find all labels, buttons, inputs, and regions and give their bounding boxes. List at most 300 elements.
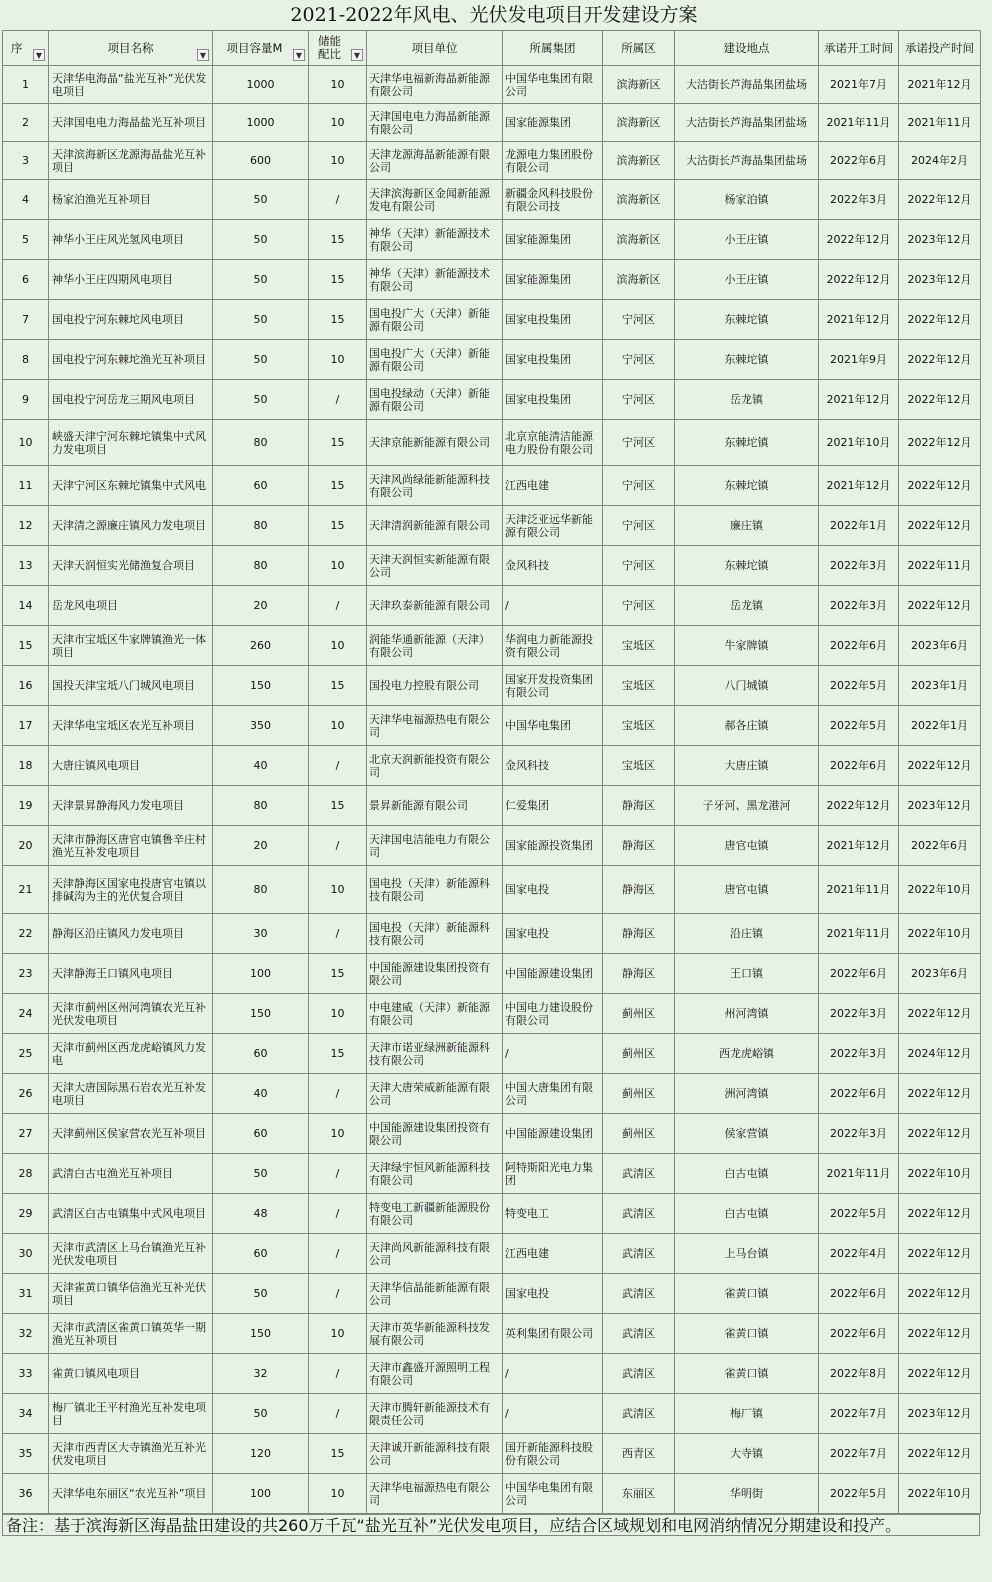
cell-location[interactable]: 唐官屯镇 — [675, 826, 819, 866]
cell-unit[interactable]: 国电投广大（天津）新能源有限公司 — [367, 340, 503, 380]
cell-district[interactable]: 蓟州区 — [603, 994, 675, 1034]
cell-seq[interactable]: 24 — [3, 994, 49, 1034]
cell-start[interactable]: 2022年6月 — [819, 746, 899, 786]
cell-capacity[interactable]: 50 — [213, 1154, 309, 1194]
cell-capacity[interactable]: 50 — [213, 340, 309, 380]
cell-capacity[interactable]: 50 — [213, 1394, 309, 1434]
cell-unit[interactable]: 天津华电福源热电有限公司 — [367, 706, 503, 746]
cell-start[interactable]: 2022年7月 — [819, 1394, 899, 1434]
cell-seq[interactable]: 25 — [3, 1034, 49, 1074]
cell-name[interactable]: 天津市静海区唐官屯镇鲁辛庄村渔光互补发电项目 — [49, 826, 213, 866]
cell-district[interactable]: 滨海新区 — [603, 220, 675, 260]
cell-seq[interactable]: 9 — [3, 380, 49, 420]
cell-name[interactable]: 雀黄口镇风电项目 — [49, 1354, 213, 1394]
cell-storage[interactable]: 15 — [309, 1034, 367, 1074]
cell-group[interactable]: 中国能源建设集团 — [503, 954, 603, 994]
cell-seq[interactable]: 34 — [3, 1394, 49, 1434]
cell-production[interactable]: 2022年6月 — [899, 826, 981, 866]
cell-capacity[interactable]: 60 — [213, 466, 309, 506]
cell-district[interactable]: 蓟州区 — [603, 1034, 675, 1074]
cell-location[interactable]: 梅厂镇 — [675, 1394, 819, 1434]
cell-name[interactable]: 天津静海王口镇风电项目 — [49, 954, 213, 994]
cell-capacity[interactable]: 50 — [213, 300, 309, 340]
cell-seq[interactable]: 1 — [3, 66, 49, 104]
cell-storage[interactable]: 15 — [309, 220, 367, 260]
cell-group[interactable]: 新疆金风科技股份有限公司技 — [503, 180, 603, 220]
cell-name[interactable]: 天津市武清区上马台镇渔光互补光伏发电项目 — [49, 1234, 213, 1274]
cell-storage[interactable]: 10 — [309, 1314, 367, 1354]
cell-unit[interactable]: 天津大唐荣威新能源有限公司 — [367, 1074, 503, 1114]
cell-district[interactable]: 宁河区 — [603, 340, 675, 380]
cell-location[interactable]: 大唐庄镇 — [675, 746, 819, 786]
cell-capacity[interactable]: 80 — [213, 866, 309, 914]
cell-capacity[interactable]: 32 — [213, 1354, 309, 1394]
cell-name[interactable]: 天津国电电力海晶盐光互补项目 — [49, 104, 213, 142]
cell-district[interactable]: 滨海新区 — [603, 180, 675, 220]
cell-capacity[interactable]: 50 — [213, 1274, 309, 1314]
cell-location[interactable]: 雀黄口镇 — [675, 1314, 819, 1354]
cell-storage[interactable]: / — [309, 1154, 367, 1194]
cell-unit[interactable]: 天津市英华新能源科技发展有限公司 — [367, 1314, 503, 1354]
cell-district[interactable]: 静海区 — [603, 914, 675, 954]
cell-name[interactable]: 峡盛天津宁河东棘坨镇集中式风力发电项目 — [49, 420, 213, 466]
cell-start[interactable]: 2022年5月 — [819, 706, 899, 746]
cell-seq[interactable]: 5 — [3, 220, 49, 260]
cell-unit[interactable]: 国投电力控股有限公司 — [367, 666, 503, 706]
cell-name[interactable]: 国电投宁河东棘坨渔光互补项目 — [49, 340, 213, 380]
cell-storage[interactable]: 10 — [309, 866, 367, 914]
cell-capacity[interactable]: 40 — [213, 1074, 309, 1114]
cell-group[interactable]: / — [503, 1394, 603, 1434]
cell-production[interactable]: 2021年11月 — [899, 104, 981, 142]
cell-group[interactable]: 阿特斯阳光电力集团 — [503, 1154, 603, 1194]
cell-location[interactable]: 雀黄口镇 — [675, 1354, 819, 1394]
cell-capacity[interactable]: 120 — [213, 1434, 309, 1474]
cell-start[interactable]: 2021年12月 — [819, 380, 899, 420]
cell-unit[interactable]: 天津尚风新能源科技有限公司 — [367, 1234, 503, 1274]
cell-district[interactable]: 宁河区 — [603, 380, 675, 420]
cell-capacity[interactable]: 20 — [213, 826, 309, 866]
cell-location[interactable]: 唐官屯镇 — [675, 866, 819, 914]
cell-production[interactable]: 2022年12月 — [899, 340, 981, 380]
cell-location[interactable]: 大寺镇 — [675, 1434, 819, 1474]
cell-name[interactable]: 天津市蓟州区西龙虎峪镇风力发电 — [49, 1034, 213, 1074]
cell-location[interactable]: 东棘坨镇 — [675, 546, 819, 586]
cell-production[interactable]: 2022年11月 — [899, 546, 981, 586]
cell-storage[interactable]: 15 — [309, 506, 367, 546]
cell-storage[interactable]: 10 — [309, 1114, 367, 1154]
cell-production[interactable]: 2022年10月 — [899, 914, 981, 954]
cell-start[interactable]: 2021年12月 — [819, 466, 899, 506]
cell-production[interactable]: 2023年12月 — [899, 260, 981, 300]
cell-district[interactable]: 武清区 — [603, 1194, 675, 1234]
cell-location[interactable]: 华明街 — [675, 1474, 819, 1514]
cell-location[interactable]: 东棘坨镇 — [675, 466, 819, 506]
cell-district[interactable]: 武清区 — [603, 1314, 675, 1354]
cell-storage[interactable]: 15 — [309, 420, 367, 466]
cell-production[interactable]: 2022年12月 — [899, 300, 981, 340]
cell-group[interactable]: 华润电力新能源投资有限公司 — [503, 626, 603, 666]
cell-production[interactable]: 2021年12月 — [899, 66, 981, 104]
cell-production[interactable]: 2022年12月 — [899, 994, 981, 1034]
cell-unit[interactable]: 天津京能新能源有限公司 — [367, 420, 503, 466]
cell-start[interactable]: 2021年9月 — [819, 340, 899, 380]
cell-production[interactable]: 2022年12月 — [899, 506, 981, 546]
cell-unit[interactable]: 润能华通新能源（天津）有限公司 — [367, 626, 503, 666]
cell-district[interactable]: 宁河区 — [603, 300, 675, 340]
filter-dropdown-icon[interactable]: ▼ — [197, 49, 209, 61]
cell-production[interactable]: 2022年12月 — [899, 1114, 981, 1154]
cell-name[interactable]: 天津市西青区大寺镇渔光互补光伏发电项目 — [49, 1434, 213, 1474]
cell-seq[interactable]: 26 — [3, 1074, 49, 1114]
cell-storage[interactable]: / — [309, 1234, 367, 1274]
cell-production[interactable]: 2023年6月 — [899, 954, 981, 994]
cell-seq[interactable]: 11 — [3, 466, 49, 506]
cell-location[interactable]: 牛家牌镇 — [675, 626, 819, 666]
cell-seq[interactable]: 19 — [3, 786, 49, 826]
cell-name[interactable]: 天津市宝坻区牛家牌镇渔光一体项目 — [49, 626, 213, 666]
cell-start[interactable]: 2022年12月 — [819, 786, 899, 826]
cell-district[interactable]: 滨海新区 — [603, 104, 675, 142]
cell-district[interactable]: 蓟州区 — [603, 1114, 675, 1154]
header-capacity[interactable]: 项目容量M ▼ — [213, 31, 309, 66]
cell-unit[interactable]: 国电投（天津）新能源科技有限公司 — [367, 914, 503, 954]
cell-unit[interactable]: 神华（天津）新能源技术有限公司 — [367, 260, 503, 300]
cell-start[interactable]: 2022年6月 — [819, 954, 899, 994]
cell-storage[interactable]: 15 — [309, 666, 367, 706]
cell-group[interactable]: 国家能源集团 — [503, 260, 603, 300]
filter-dropdown-icon[interactable]: ▼ — [293, 49, 305, 61]
cell-name[interactable]: 天津雀黄口镇华信渔光互补光伏项目 — [49, 1274, 213, 1314]
cell-storage[interactable]: 15 — [309, 1434, 367, 1474]
cell-seq[interactable]: 28 — [3, 1154, 49, 1194]
cell-capacity[interactable]: 1000 — [213, 104, 309, 142]
cell-storage[interactable]: / — [309, 1074, 367, 1114]
cell-capacity[interactable]: 50 — [213, 260, 309, 300]
cell-production[interactable]: 2024年12月 — [899, 1034, 981, 1074]
cell-capacity[interactable]: 50 — [213, 180, 309, 220]
cell-group[interactable]: 国家能源集团 — [503, 220, 603, 260]
cell-name[interactable]: 大唐庄镇风电项目 — [49, 746, 213, 786]
cell-unit[interactable]: 天津华信晶能新能源有限公司 — [367, 1274, 503, 1314]
cell-seq[interactable]: 33 — [3, 1354, 49, 1394]
cell-storage[interactable]: 10 — [309, 706, 367, 746]
cell-seq[interactable]: 23 — [3, 954, 49, 994]
cell-name[interactable]: 武清白古屯渔光互补项目 — [49, 1154, 213, 1194]
cell-seq[interactable]: 16 — [3, 666, 49, 706]
cell-group[interactable]: 江西电建 — [503, 466, 603, 506]
cell-district[interactable]: 宁河区 — [603, 420, 675, 466]
cell-storage[interactable]: / — [309, 1274, 367, 1314]
cell-storage[interactable]: / — [309, 1394, 367, 1434]
cell-name[interactable]: 天津静海区国家电投唐官屯镇以排碱沟为主的光伏复合项目 — [49, 866, 213, 914]
cell-group[interactable]: 龙源电力集团股份有限公司 — [503, 142, 603, 180]
cell-group[interactable]: 国家能源集团 — [503, 104, 603, 142]
cell-capacity[interactable]: 260 — [213, 626, 309, 666]
cell-unit[interactable]: 天津市腾轩新能源技术有限责任公司 — [367, 1394, 503, 1434]
cell-unit[interactable]: 中电建威（天津）新能源有限公司 — [367, 994, 503, 1034]
cell-start[interactable]: 2021年11月 — [819, 914, 899, 954]
cell-capacity[interactable]: 48 — [213, 1194, 309, 1234]
cell-name[interactable]: 国电投宁河东棘坨风电项目 — [49, 300, 213, 340]
cell-location[interactable]: 白古屯镇 — [675, 1154, 819, 1194]
cell-capacity[interactable]: 80 — [213, 786, 309, 826]
cell-start[interactable]: 2022年5月 — [819, 666, 899, 706]
cell-storage[interactable]: / — [309, 914, 367, 954]
cell-start[interactable]: 2022年3月 — [819, 180, 899, 220]
cell-capacity[interactable]: 1000 — [213, 66, 309, 104]
cell-production[interactable]: 2022年12月 — [899, 1314, 981, 1354]
cell-unit[interactable]: 天津诚开新能源科技有限公司 — [367, 1434, 503, 1474]
cell-unit[interactable]: 神华（天津）新能源技术有限公司 — [367, 220, 503, 260]
cell-name[interactable]: 天津景昇静海风力发电项目 — [49, 786, 213, 826]
cell-storage[interactable]: 10 — [309, 340, 367, 380]
cell-name[interactable]: 天津市武清区雀黄口镇英华一期渔光互补项目 — [49, 1314, 213, 1354]
cell-district[interactable]: 东丽区 — [603, 1474, 675, 1514]
cell-name[interactable]: 天津蓟州区侯家营农光互补项目 — [49, 1114, 213, 1154]
cell-storage[interactable]: 15 — [309, 786, 367, 826]
cell-district[interactable]: 宝坻区 — [603, 746, 675, 786]
cell-group[interactable]: 国家电投 — [503, 914, 603, 954]
cell-storage[interactable]: 15 — [309, 300, 367, 340]
cell-unit[interactable]: 中国能源建设集团投资有限公司 — [367, 1114, 503, 1154]
cell-location[interactable]: 洲河湾镇 — [675, 1074, 819, 1114]
cell-location[interactable]: 岳龙镇 — [675, 586, 819, 626]
cell-seq[interactable]: 21 — [3, 866, 49, 914]
cell-location[interactable]: 小王庄镇 — [675, 220, 819, 260]
cell-district[interactable]: 滨海新区 — [603, 260, 675, 300]
cell-unit[interactable]: 北京天润新能投资有限公司 — [367, 746, 503, 786]
cell-capacity[interactable]: 50 — [213, 220, 309, 260]
cell-seq[interactable]: 3 — [3, 142, 49, 180]
cell-capacity[interactable]: 60 — [213, 1234, 309, 1274]
cell-name[interactable]: 静海区沿庄镇风力发电项目 — [49, 914, 213, 954]
cell-storage[interactable]: 15 — [309, 466, 367, 506]
cell-location[interactable]: 大沽街长芦海晶集团盐场 — [675, 142, 819, 180]
cell-unit[interactable]: 中国能源建设集团投资有限公司 — [367, 954, 503, 994]
cell-seq[interactable]: 4 — [3, 180, 49, 220]
cell-district[interactable]: 宁河区 — [603, 546, 675, 586]
cell-start[interactable]: 2022年6月 — [819, 626, 899, 666]
cell-group[interactable]: 中国华电集团 — [503, 706, 603, 746]
cell-group[interactable]: 中国能源建设集团 — [503, 1114, 603, 1154]
cell-name[interactable]: 神华小王庄风光氢风电项目 — [49, 220, 213, 260]
cell-district[interactable]: 武清区 — [603, 1354, 675, 1394]
cell-name[interactable]: 天津天润恒实光储渔复合项目 — [49, 546, 213, 586]
cell-seq[interactable]: 20 — [3, 826, 49, 866]
cell-name[interactable]: 天津华电宝坻区农光互补项目 — [49, 706, 213, 746]
cell-capacity[interactable]: 60 — [213, 1114, 309, 1154]
filter-dropdown-icon[interactable]: ▼ — [33, 49, 45, 61]
cell-unit[interactable]: 天津市诺亚绿洲新能源科技有限公司 — [367, 1034, 503, 1074]
cell-start[interactable]: 2022年3月 — [819, 1034, 899, 1074]
cell-location[interactable]: 雀黄口镇 — [675, 1274, 819, 1314]
cell-group[interactable]: 国家开发投资集团有限公司 — [503, 666, 603, 706]
cell-group[interactable]: 国家能源投资集团 — [503, 826, 603, 866]
cell-storage[interactable]: 10 — [309, 994, 367, 1034]
cell-production[interactable]: 2022年12月 — [899, 380, 981, 420]
cell-storage[interactable]: / — [309, 1354, 367, 1394]
cell-seq[interactable]: 8 — [3, 340, 49, 380]
cell-seq[interactable]: 35 — [3, 1434, 49, 1474]
cell-start[interactable]: 2021年11月 — [819, 104, 899, 142]
cell-storage[interactable]: 10 — [309, 546, 367, 586]
cell-storage[interactable]: 10 — [309, 1474, 367, 1514]
cell-location[interactable]: 州河湾镇 — [675, 994, 819, 1034]
cell-unit[interactable]: 景昇新能源有限公司 — [367, 786, 503, 826]
cell-production[interactable]: 2022年12月 — [899, 746, 981, 786]
cell-capacity[interactable]: 150 — [213, 666, 309, 706]
cell-district[interactable]: 宝坻区 — [603, 706, 675, 746]
cell-seq[interactable]: 7 — [3, 300, 49, 340]
cell-name[interactable]: 杨家泊渔光互补项目 — [49, 180, 213, 220]
cell-location[interactable]: 岳龙镇 — [675, 380, 819, 420]
cell-name[interactable]: 国投天津宝坻八门城风电项目 — [49, 666, 213, 706]
cell-production[interactable]: 2023年12月 — [899, 220, 981, 260]
cell-district[interactable]: 宁河区 — [603, 586, 675, 626]
cell-group[interactable]: 国家电投 — [503, 866, 603, 914]
cell-location[interactable]: 杨家泊镇 — [675, 180, 819, 220]
cell-location[interactable]: 大沽街长芦海晶集团盐场 — [675, 104, 819, 142]
cell-storage[interactable]: 15 — [309, 260, 367, 300]
cell-seq[interactable]: 36 — [3, 1474, 49, 1514]
cell-seq[interactable]: 32 — [3, 1314, 49, 1354]
cell-start[interactable]: 2021年10月 — [819, 420, 899, 466]
cell-location[interactable]: 大沽街长芦海晶集团盐场 — [675, 66, 819, 104]
cell-start[interactable]: 2022年5月 — [819, 1474, 899, 1514]
cell-seq[interactable]: 30 — [3, 1234, 49, 1274]
cell-capacity[interactable]: 80 — [213, 506, 309, 546]
cell-district[interactable]: 滨海新区 — [603, 66, 675, 104]
cell-production[interactable]: 2024年2月 — [899, 142, 981, 180]
cell-capacity[interactable]: 150 — [213, 1314, 309, 1354]
cell-unit[interactable]: 天津风尚绿能新能源科技有限公司 — [367, 466, 503, 506]
cell-location[interactable]: 东棘坨镇 — [675, 420, 819, 466]
cell-seq[interactable]: 10 — [3, 420, 49, 466]
header-name[interactable]: 项目名称 ▼ — [49, 31, 213, 66]
cell-production[interactable]: 2022年12月 — [899, 1274, 981, 1314]
cell-unit[interactable]: 天津玖泰新能源有限公司 — [367, 586, 503, 626]
cell-district[interactable]: 西青区 — [603, 1434, 675, 1474]
cell-storage[interactable]: / — [309, 746, 367, 786]
cell-district[interactable]: 滨海新区 — [603, 142, 675, 180]
cell-group[interactable]: / — [503, 586, 603, 626]
cell-name[interactable]: 神华小王庄四期风电项目 — [49, 260, 213, 300]
cell-production[interactable]: 2022年12月 — [899, 1194, 981, 1234]
filter-dropdown-icon[interactable]: ▼ — [351, 49, 363, 61]
cell-group[interactable]: 中国华电集团有限公司 — [503, 1474, 603, 1514]
cell-capacity[interactable]: 30 — [213, 914, 309, 954]
cell-start[interactable]: 2022年8月 — [819, 1354, 899, 1394]
cell-group[interactable]: 北京京能清洁能源电力股份有限公司 — [503, 420, 603, 466]
cell-production[interactable]: 2023年12月 — [899, 1394, 981, 1434]
cell-name[interactable]: 天津华电东丽区“农光互补”项目 — [49, 1474, 213, 1514]
cell-group[interactable]: / — [503, 1034, 603, 1074]
cell-name[interactable]: 天津大唐国际黑石岩农光互补发电项目 — [49, 1074, 213, 1114]
cell-capacity[interactable]: 100 — [213, 1474, 309, 1514]
header-storage[interactable]: 储能配比 ▼ — [309, 31, 367, 66]
cell-seq[interactable]: 15 — [3, 626, 49, 666]
cell-capacity[interactable]: 20 — [213, 586, 309, 626]
cell-storage[interactable]: / — [309, 586, 367, 626]
cell-group[interactable]: 国家电投集团 — [503, 380, 603, 420]
cell-unit[interactable]: 天津滨海新区金闻新能源发电有限公司 — [367, 180, 503, 220]
cell-location[interactable]: 沿庄镇 — [675, 914, 819, 954]
cell-production[interactable]: 2022年10月 — [899, 1474, 981, 1514]
cell-seq[interactable]: 22 — [3, 914, 49, 954]
cell-district[interactable]: 静海区 — [603, 866, 675, 914]
cell-district[interactable]: 蓟州区 — [603, 1074, 675, 1114]
cell-name[interactable]: 武清区白古屯镇集中式风电项目 — [49, 1194, 213, 1234]
cell-production[interactable]: 2022年12月 — [899, 420, 981, 466]
cell-seq[interactable]: 17 — [3, 706, 49, 746]
cell-start[interactable]: 2022年3月 — [819, 586, 899, 626]
cell-capacity[interactable]: 60 — [213, 1034, 309, 1074]
cell-name[interactable]: 天津宁河区东棘坨镇集中式风电 — [49, 466, 213, 506]
cell-unit[interactable]: 天津绿宇恒风新能源科技有限公司 — [367, 1154, 503, 1194]
cell-group[interactable]: 金风科技 — [503, 746, 603, 786]
cell-location[interactable]: 白古屯镇 — [675, 1194, 819, 1234]
cell-start[interactable]: 2021年12月 — [819, 826, 899, 866]
cell-location[interactable]: 廉庄镇 — [675, 506, 819, 546]
cell-start[interactable]: 2022年3月 — [819, 1114, 899, 1154]
cell-name[interactable]: 梅厂镇北王平村渔光互补发电项目 — [49, 1394, 213, 1434]
cell-unit[interactable]: 天津国电洁能电力有限公司 — [367, 826, 503, 866]
cell-start[interactable]: 2021年7月 — [819, 66, 899, 104]
cell-district[interactable]: 武清区 — [603, 1154, 675, 1194]
cell-name[interactable]: 天津清之源廉庄镇风力发电项目 — [49, 506, 213, 546]
cell-location[interactable]: 王口镇 — [675, 954, 819, 994]
cell-start[interactable]: 2022年5月 — [819, 1194, 899, 1234]
cell-group[interactable]: 英利集团有限公司 — [503, 1314, 603, 1354]
cell-seq[interactable]: 13 — [3, 546, 49, 586]
cell-seq[interactable]: 18 — [3, 746, 49, 786]
cell-production[interactable]: 2023年12月 — [899, 786, 981, 826]
cell-unit[interactable]: 天津华电福源热电有限公司 — [367, 1474, 503, 1514]
cell-production[interactable]: 2023年1月 — [899, 666, 981, 706]
cell-group[interactable]: 金风科技 — [503, 546, 603, 586]
cell-location[interactable]: 上马台镇 — [675, 1234, 819, 1274]
cell-group[interactable]: 国开新能源科技股份有限公司 — [503, 1434, 603, 1474]
cell-unit[interactable]: 天津国电电力海晶新能源有限公司 — [367, 104, 503, 142]
cell-start[interactable]: 2022年3月 — [819, 546, 899, 586]
cell-storage[interactable]: / — [309, 1194, 367, 1234]
cell-district[interactable]: 宝坻区 — [603, 666, 675, 706]
cell-production[interactable]: 2022年12月 — [899, 180, 981, 220]
cell-group[interactable]: 国家电投集团 — [503, 300, 603, 340]
cell-production[interactable]: 2022年12月 — [899, 1354, 981, 1394]
cell-production[interactable]: 2022年1月 — [899, 706, 981, 746]
cell-district[interactable]: 静海区 — [603, 954, 675, 994]
cell-seq[interactable]: 6 — [3, 260, 49, 300]
cell-group[interactable]: 国家电投集团 — [503, 340, 603, 380]
cell-district[interactable]: 武清区 — [603, 1394, 675, 1434]
cell-unit[interactable]: 天津市鑫盛开源照明工程有限公司 — [367, 1354, 503, 1394]
cell-name[interactable]: 岳龙风电项目 — [49, 586, 213, 626]
cell-start[interactable]: 2022年12月 — [819, 220, 899, 260]
cell-start[interactable]: 2022年4月 — [819, 1234, 899, 1274]
cell-group[interactable]: 江西电建 — [503, 1234, 603, 1274]
cell-unit[interactable]: 国电投绿动（天津）新能源有限公司 — [367, 380, 503, 420]
header-seq[interactable]: 序 ▼ — [3, 31, 49, 66]
cell-start[interactable]: 2021年11月 — [819, 866, 899, 914]
cell-start[interactable]: 2022年12月 — [819, 260, 899, 300]
cell-storage[interactable]: / — [309, 180, 367, 220]
cell-start[interactable]: 2021年12月 — [819, 300, 899, 340]
cell-capacity[interactable]: 100 — [213, 954, 309, 994]
cell-unit[interactable]: 天津清润新能源有限公司 — [367, 506, 503, 546]
cell-unit[interactable]: 天津天润恒实新能源有限公司 — [367, 546, 503, 586]
